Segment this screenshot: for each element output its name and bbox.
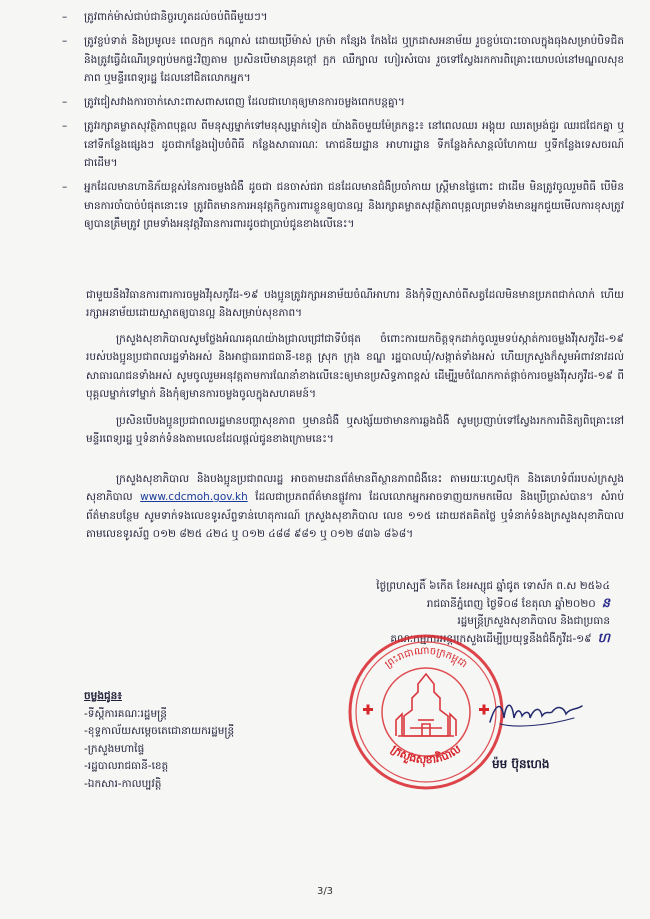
cc-item: -ទីស្តីការគណៈរដ្ឋមន្ត្រី	[84, 707, 167, 720]
cc-item: -រដ្ឋបាលរាជធានី-ខេត្ត	[84, 760, 169, 772]
ministry-seal-icon	[346, 632, 506, 792]
signature-icon	[486, 688, 586, 736]
paragraph-thanks: ក្រសួងសុខាភិបាលសូមថ្លែងអំណរគុណយ៉ាងជ្រាលជ្រៅជាទីបំផុត ចំពោះការយកចិត្តទុកដាក់ចូលរួមទប់ស្កាត់ការចម្លងវីរុសកូវីដ-១៩ របស់បងប្អូនប្រជាពលរដ្ឋទាំងអស់ និងអាជ្ញាធររាជធានី-ខេត្ត ស្រុក ក្រុង ខណ្ឌ រដ្ឋបាលឃុំ/សង្កាត់ទាំងអស់ ហើយក្រសួងក៏សូមអំពាវនាវដល់សាធារណជនទាំងអស់ សូមចូលរួមអនុវត្តតាមការណែនាំខាងលើនេះឲ្យមានប្រសិទ្ធភាពខ្ពស់ ដើម្បីរួមចំណែកកាត់ផ្តាច់ការចម្លងវីរុសកូវីដ-១៩ ពីបុគ្គលម្នាក់ទៅម្នាក់ និងកុំឲ្យមានការចម្លងចូលក្នុងសហគមន៍។	[86, 333, 624, 400]
bullet-list	[62, 8, 624, 239]
bullet-item: – ត្រូវរក្សាគម្លាតសុវត្ថិភាពបុគ្គល ពីមនុស្សម្នាក់ទៅមនុស្សម្នាក់ទៀត យ៉ាងតិចមួយម៉ែត្រកន្លះ៖ នៅពេលឈរ អង្គុយ ឈរតម្រង់ជួរ ឈរជជែកគ្នា ឬនៅទីកន្លែងផ្សេងៗ ដូចជាកន្លែងរៀបចំពិធី កន្លែងសាធារណៈ ភោជនីយដ្ឋាន អាហារដ្ឋាន ទីកន្លែងកំសាន្តលំហែកាយ ឬទីកន្លែងទេសចរណ៍ ជាដើម។	[62, 120, 624, 170]
bullet-item: – ត្រូវពាក់ម៉ាស់ជាប់ជានិច្ចរហូតដល់ចប់ពិធីមួយៗ។	[62, 11, 268, 23]
website-link[interactable]: www.cdcmoh.gov.kh	[140, 491, 248, 504]
solar-date: រាជធានីភ្នំពេញ ថ្ងៃទី០៨ ខែតុលា ឆ្នាំ២០២០ ន	[426, 596, 610, 611]
cc-title: ចម្លងជូន៖	[84, 690, 122, 702]
seal-bottom-text: ក្រសួងសុខាភិបាល	[388, 742, 464, 767]
initial-mark: ន	[601, 596, 610, 611]
paragraph-contact: ក្រសួងសុខាភិបាល និងបងប្អូនប្រជាពលរដ្ឋ អាចតាមដានព័ត៌មានពីស្ថានភាពជំងឺនេះ តាមរយៈហ្វេសប៊ុក និងគេហទំព័ររបស់ក្រសួងសុខាភិបាល www.cdcmoh.gov.kh ដែលជាប្រភពព័ត៌មានផ្លូវការ ដែលលោកអ្នកអាចទាញយកមកមើល និងប្រើប្រាស់បាន។ សំរាប់ព័ត៌មានបន្ថែម សូមទាក់ទងលេខទូរស័ព្ទទាន់ហេតុការណ៍ ក្រសួងសុខាភិបាល លេខ ១១៥ ដោយឥតគិតថ្លៃ ឬទំនាក់ទំនងក្រសួងសុខាភិបាល តាមលេខទូរស័ព្ទ ០១២ ៨២៥ ៤២៤ ឬ ០១២ ៤៨៨ ៩៨១ ឬ ០១២ ៨៣៦ ៨៦៨។	[86, 473, 624, 540]
cc-item: -ខុទ្ទកាល័យសម្តេចតេជោនាយករដ្ឋមន្ត្រី	[84, 725, 235, 737]
paragraph-hygiene: ជាមួយនឹងវិធានការពារការចម្លងវីរុសកូវីដ-១៩ បងប្អូនត្រូវរក្សាអនាម័យចំណីអាហារ និងកុំទិញសាច់ពីសត្វដែលមិនមានប្រភពជាក់លាក់ ហើយរក្សាអនាម័យដោយស្អាតឲ្យបានល្អ និងសម្រាប់សុខភាព។	[86, 289, 624, 320]
paragraph-health-advice: ប្រសិនបើបងប្អូនប្រជាពលរដ្ឋមានបញ្ហាសុខភាព ឬមានជំងឺ ឬសង្ស័យថាមានការឆ្លងជំងឺ សូមប្រញាប់ទៅស្វែងរកការពិនិត្យពិគ្រោះនៅមន្ទីរពេទ្យរដ្ឋ ឬទំនាក់ទំនងតាមលេខដែលផ្តល់ជូនខាងក្រោមនេះ។	[86, 415, 624, 446]
signer-name: ម៉ម ប៊ុនហេង	[492, 757, 550, 771]
bullet-item: – ត្រូវខ្ចប់ទាត់ និងប្រមូល៖ ពេលក្អក កណ្តាស់ ដោយប្រើម៉ាស់ ក្រម៉ា កន្សែង កែងដៃ ឬក្រដាសអនាម័យ រួចខ្ចប់បោះចោលក្នុងធុងសម្រាប់បិទជិត និងត្រូវធ្វើដំណើរទ្រព្យប់មកផ្ទះវិញតាម ប្រសិនបើមានគ្រុនក្តៅ ក្អក ឈឺក្បាល ហៀរសំបោរ រួចទៅស្វែងរកការពិគ្រោះយោបល់នៅមណ្ឌលសុខភាព ឬមន្ទីរពេទ្យរដ្ឋ ដែលនៅជិតលោកអ្នក។	[62, 35, 624, 84]
cc-item: -ឯកសារ-កាលប្បវត្តិ	[84, 777, 162, 790]
role-mark: ហ	[597, 631, 610, 646]
bullet-item: – ត្រូវជៀសវាងការចាក់សោះពាសពាសពេញ ដែលជាហេតុឲ្យមានការចម្លងពេកបន្តគ្នា។	[62, 96, 405, 109]
seal-top-text: ព្រះរាជាណាចក្រកម្ពុជា	[383, 645, 469, 671]
page-number: 3/3	[316, 886, 334, 897]
signer-role: រដ្ឋមន្ត្រីក្រសួងសុខាភិបាល និងជាប្រធាន	[457, 615, 610, 627]
lunar-date: ថ្ងៃព្រហស្បតិ៍ ៦កើត ខែអស្សុជ ឆ្នាំជូត ទោស័ក ព.ស ២៥៦៤	[376, 580, 610, 592]
bullet-item: – អ្នកដែលមានហានិភ័យខ្ពស់នៃការចម្លងជំងឺ ដូចជា ជនចាស់ជរា ជនដែលមានជំងឺប្រចាំកាយ ស្ត្រីមានផ្ទៃពោះ ជាដើម មិនត្រូវចូលរួមពិធី បើមិនមានការចាំបាច់បំផុតនោះទេ ត្រូវពិតមានការអនុវត្តកិច្ចការពារខ្លួនឲ្យបានល្អ និងរក្សាគម្លាតសុវត្ថិភាពបុគ្គលព្រមទាំងមានអ្នកជួយមើលការខុសត្រូវឲ្យបានត្រឹមត្រូវ ព្រមទាំងអនុវត្តវិធានការពារដូចជាប្រាប់ជូនខាងលើនេះ។	[62, 181, 624, 230]
signer-role-committee: គណៈកម្មការអន្តរក្រសួងដើម្បីប្រយុទ្ធនឹងជំងឺកូវីដ-១៩ ហ	[390, 631, 610, 646]
cc-item: -ក្រសួងមហាផ្ទៃ	[84, 742, 145, 755]
cc-list	[84, 688, 234, 793]
